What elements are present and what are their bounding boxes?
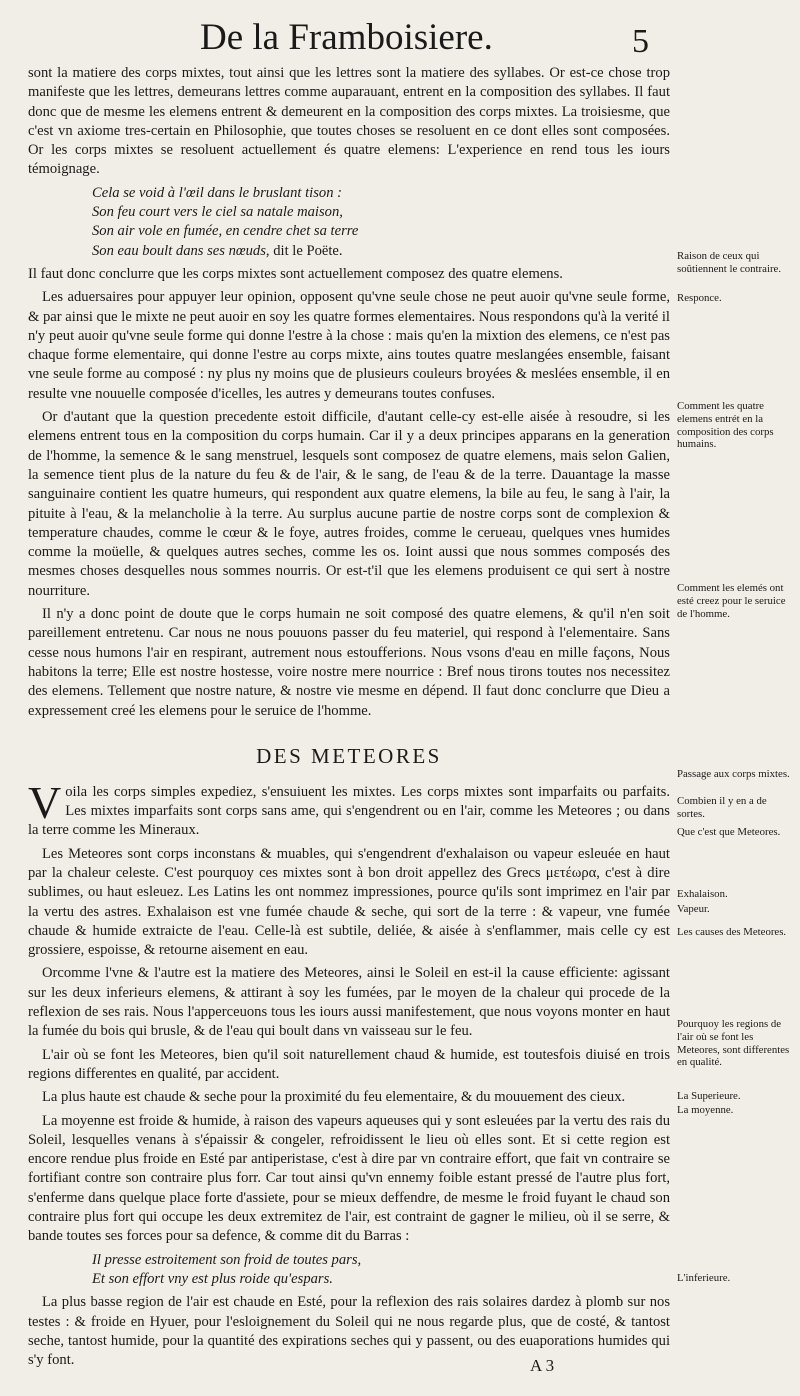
verse-line: Cela se void à l'œil dans le bruslant tison : <box>92 184 342 201</box>
paragraph: Il faut donc conclurre que les corps mixtes sont actuellement composez des quatre elemens. <box>28 265 563 282</box>
paragraph: Il n'y a donc point de doute que le corps humain ne soit composé des quatre elemens, & qu'il n'en soit pareillement entretenu. Car nous ne nous pouuons passer du feu materiel, qui respond à l'elementaire. Sans cesse nous humons l'air en respirant, autrement nous estoufferions. Nous vsons d'eau en mille façons, Nous habitons la terre; Elle est nostre hostesse, voire nostre mere nourrice : Bref nous tirons toutes nos necessitez des elemens. Tellement que nostre nature, & nostre vie mesme en dépend. Il faut donc conclurre que Dieu a expressement creé les elemens pour le seruice de l'homme. <box>28 606 670 719</box>
paragraph: Les aduersaires pour appuyer leur opinion, opposent qu'vne seule chose ne peut auoir qu'vne seule forme, & par ainsi que le mixte ne peut auoir en soy les quatre formes elementaires. Nous respondons qu'à la verité il n'y peut auoir qu'vne seule forme qui donne l'estre à la chose : mais qu'en la mixtion des elemens, ce n'est pas chaque forme elementaire, qui donne l'estre au corps mixte, ains toutes quatre meslangées ensemble, faisant vne seule forme au composé : ny plus ny moins que de plusieurs couleurs broyées & meslées ensemble, il en resulte vne nouuelle composée d'icelles, les autres y demeurans toutes confuses. <box>28 289 670 402</box>
paragraph: La plus basse region de l'air est chaude en Esté, pour la reflexion des rais solaires dardez à plomb sur nos testes : & froide en Hyuer, pour l'esloignement du Soleil qui ne nous regarde plus, que de costé, & tantost seche, tantost humide, pour la quantité des expirations seches qui y passent, ou des euaporations humides qui s'y font. <box>28 1294 670 1369</box>
verse-attribution: , dit le Poëte. <box>265 242 343 259</box>
margin-note: Comment les elemés ont esté creez pour le seruice de l'homme. <box>677 582 786 620</box>
paragraph: La moyenne est froide & humide, à raison des vapeurs aqueuses qui y sont esleuées par la vertu des rais du Soleil, lesquelles venans à s'épaissir & congeler, refroidissent le lieu où elles sont. Et si cette region est encore rendue plus froide en Esté par antiperistase, c'est à dire par vn contraire effort, que fait vn contraire se fortifiant contre son contraire plus forr. Car tout ainsi qu'vn ennemy foible estant pressé de l'autre plus fort, s'enferme dans quelque place forte d'assiete, pour se mieux deffendre, de mesme le froid fuyant le chaud son contraire plus fort qui occupe les deux extremitez de l'air, est contraint de gagner le milieu, où il se serre, & bande toutes ses forces pour sa defence, & comme dit du Barras : <box>28 1112 670 1245</box>
paragraph-text: oila les corps simples expediez, s'ensuiuent les mixtes. Les corps mixtes sont imparfaits ou parfaits. Les mixtes imparfaits sont corps sans ame, qui s'engendrent ou en l'air, comme les Meteores ; ou dans la terre comme les Mineraux. <box>28 783 670 839</box>
paragraph: Les Meteores sont corps inconstans & muables, qui s'engendrent d'exhalaison ou vapeur esleuée en haut par la chaleur celeste. C'est pourquoy ces mixtes sont à bon droit appellez des Grecs μετέωρα, c'est à dire sublimes, ou haut esleuez. Les Latins les ont nommez impressiones, pource qu'ils sont imprimez en l'air par la vertu des astres. Exhalaison est vne fumée chaude & seche, qui sort de la terre : & vapeur, vne fumée chaude & humide extraicte de l'eau. Celle-là est subtile, deliée, & aisée à s'enflammer, mais celle cy est grossiere, espoisse, & retourne aisement en eau. <box>28 845 670 959</box>
margin-note: Passage aux corps mixtes. <box>677 768 790 780</box>
paragraph: La plus haute est chaude & seche pour la proximité du feu elementaire, & du mouuement des cieux. <box>42 1089 626 1106</box>
margin-note: Responce. <box>677 292 722 304</box>
margin-note: Pourquoy les regions de l'air où se font les Meteores, sont differentes en qualité. <box>677 1018 790 1069</box>
verse-quote <box>28 1251 670 1290</box>
verse-line: Et son effort vny est plus roide qu'espars. <box>92 1270 333 1287</box>
paragraph: L'air où se font les Meteores, bien qu'il soit naturellement chaud & humide, est toutesfois diuisé en trois regions differentes en qualité, par accident. <box>28 1046 670 1082</box>
signature-mark: A 3 <box>530 1356 555 1375</box>
verse-line: Son air vole en fumée, en cendre chet sa terre <box>92 223 359 240</box>
margin-note: Raison de ceux qui soûtiennent le contraire. <box>677 250 782 275</box>
drop-cap: V <box>28 776 62 828</box>
margin-note: Comment les quatre elemens entrét en la composition des corps humains. <box>677 400 774 451</box>
paragraph: sont la matiere des corps mixtes, tout ainsi que les lettres sont la matiere des syllabes. Or est-ce chose trop manifeste que les lettres, demeurans lettres comme auparauant, entrent en la composition des syllabes. Il faut donc que de mesme les elemens entrent & demeurent en la composition des corps mixtes. La troisiesme, que c'est vn axiome tres-certain en Philosophie, que toutes choses se resoluent en ce dont elles sont composées. Or les corps mixtes se resoluent actuellement és quatre elemens: L'experience en rend tous les iours témoignage. <box>28 65 670 178</box>
paragraph: Orcomme l'vne & l'autre est la matiere des Meteores, ainsi le Soleil en est-il la cause efficiente: agissant sur les deux inferieurs elemens, & attirant à soy les fumées, par le moyen de la chaleur qui procede de la reflexion de ses rais. Nous l'apperceuons tous les iours aussi manifestement, que nous voyons monter en haut la fumée du bois qui brusle, & de l'eau qui boult dans vn vaisseau sur le feu. <box>28 965 670 1040</box>
page-number: 5 <box>632 23 649 60</box>
margin-note: La Superieure. <box>677 1090 741 1102</box>
main-text-column <box>28 64 670 1374</box>
verse-line: Son eau boult dans ses nœuds <box>92 242 266 259</box>
paragraph: Or d'autant que la question precedente estoit difficile, d'autant celle-cy est-elle aisée à resoudre, si les elemens entrent tous en la composition du corps humain. Car il y a deux principes apparans en la generation de l'homme, la semence & le sang menstruel, lesquels sont composez de quatre elemens, mais selon Galien, la semence tient plus de la nature du feu & de l'air, & le sang, de l'eau & de la terre. Dauantage la masse sanguinaire contient les quatre humeurs, qui respondent aux quatre elemens, la bile au feu, le sang à l'air, la pituite à l'eau, & la melancholie à la terre. Au surplus aucune partie de nostre corps sont de complexion & temperature chaudes, comme le cœur & le foye, autres froides, comme le cerueau, quelques vnes humides comme la moüelle, & quelques autres seches, comme les os. Ioint aussi que nous sommes composés des mesmes choses desquelles nous sommes nourris. Or est-t'il que les elemens produisent ce qui sert à nostre nourriture. <box>28 409 670 599</box>
running-header-title: De la Framboisiere. <box>200 17 493 58</box>
margin-note: Les causes des Meteores. <box>677 926 787 938</box>
section-title: DES METEORES <box>256 743 442 768</box>
verse-line: Il presse estroitement son froid de toutes pars, <box>92 1251 362 1268</box>
margin-note: Que c'est que Meteores. <box>677 826 781 838</box>
section-first-paragraph <box>28 776 670 841</box>
margin-note: Combien il y en a de sortes. <box>677 795 767 820</box>
margin-note: L'inferieure. <box>677 1272 731 1284</box>
margin-note: La moyenne. <box>677 1104 734 1116</box>
verse-line: Son feu court vers le ciel sa natale maison, <box>92 204 343 221</box>
verse-line-last <box>92 242 670 261</box>
margin-note: Vapeur. <box>677 903 710 915</box>
verse-quote <box>28 184 670 261</box>
margin-note: Exhalaison. <box>677 888 728 900</box>
